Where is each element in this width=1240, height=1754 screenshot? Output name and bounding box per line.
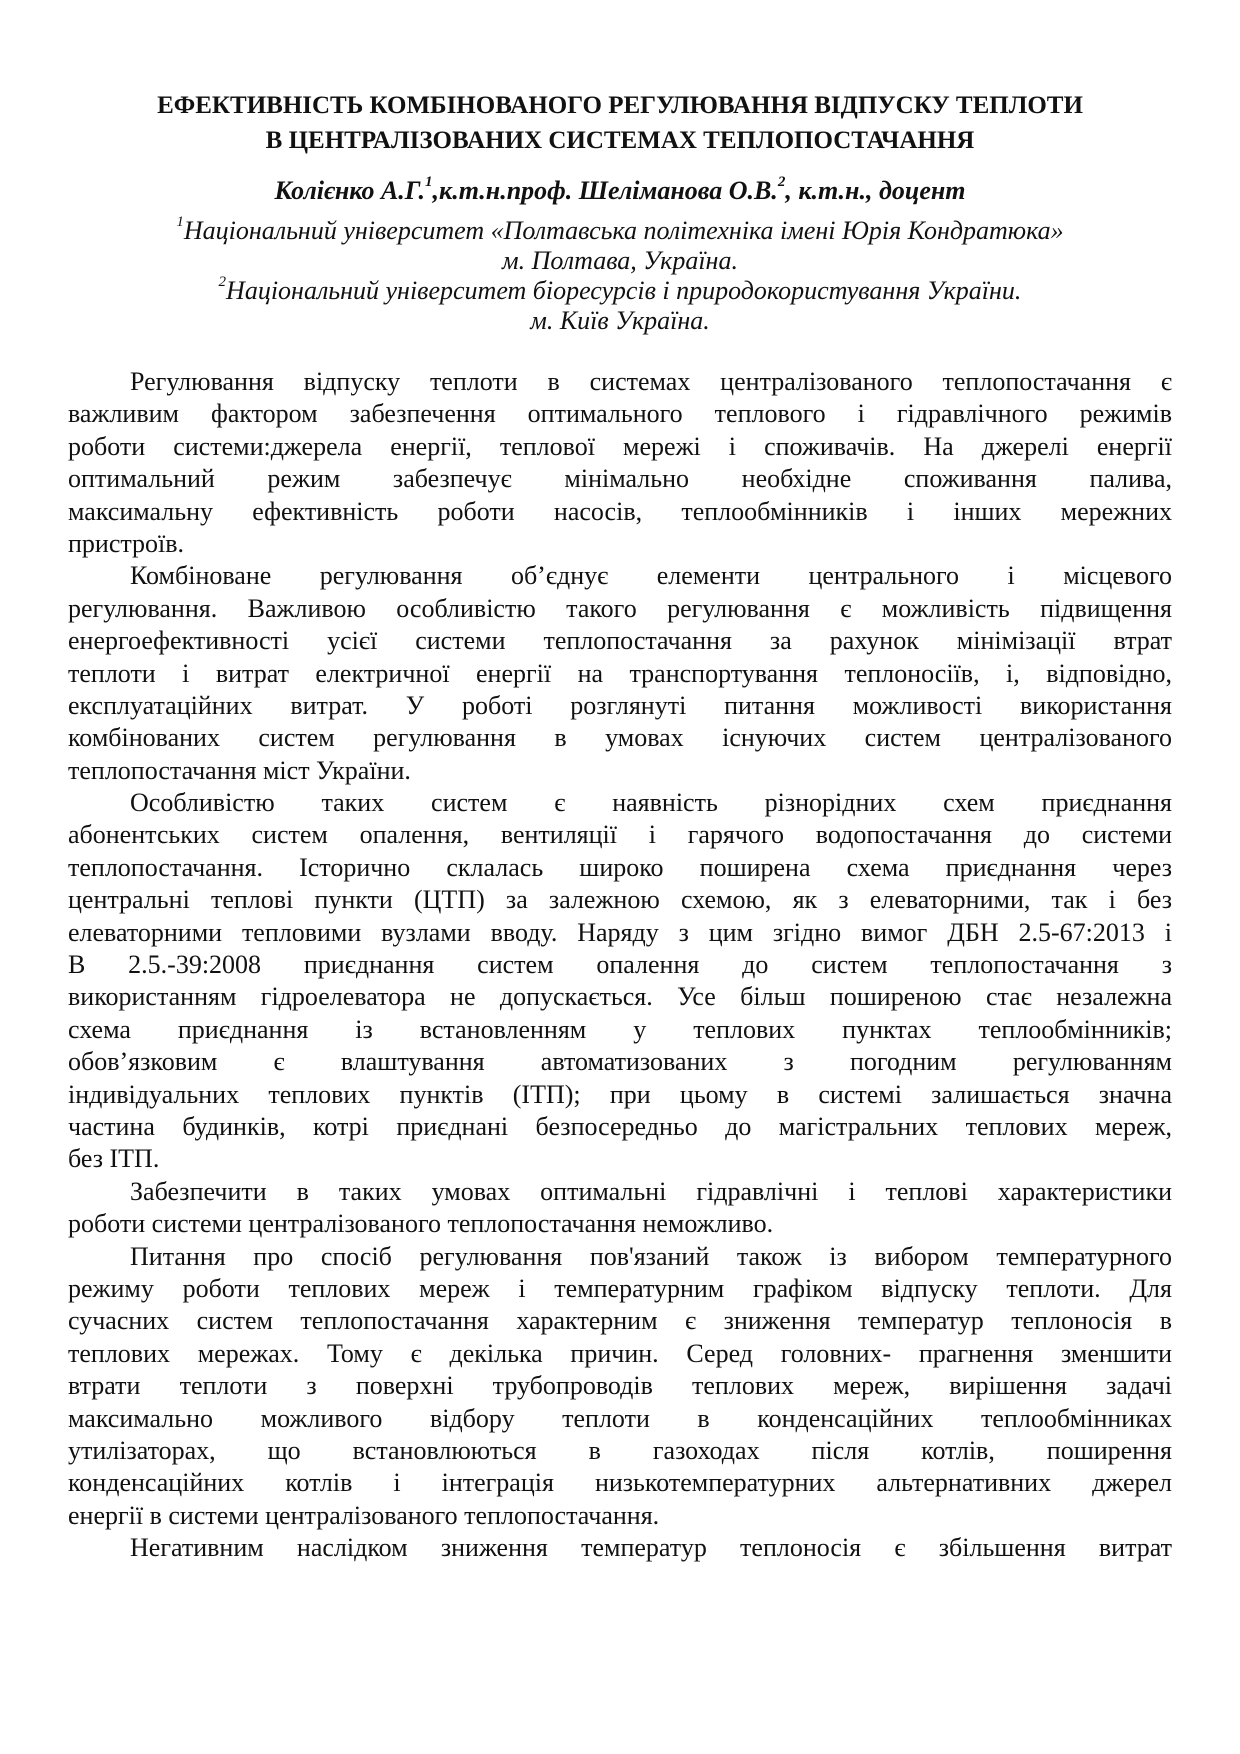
text-line: теплових мережах. Тому є декілька причин. Серед головних- прагнення зменшити xyxy=(68,1338,1172,1368)
affiliation-1-mark: 1 xyxy=(176,214,184,230)
text-line: комбінованих систем регулювання в умовах існуючих систем централізованого xyxy=(68,723,1172,753)
text-line: важливим фактором забезпечення оптимального теплового і гідравлічного режимів xyxy=(68,399,1172,429)
paragraph xyxy=(68,787,1172,1176)
affiliation-1-org: Національний університет «Полтавська політехніка імені Юрія Кондратюка» xyxy=(183,216,1064,245)
text-line: енергоефективності усієї системи теплопостачання за рахунок мінімізації втрат xyxy=(68,626,1172,656)
text-line: теплоти і витрат електричної енергії на транспортування теплоносіїв, і, відповідно, xyxy=(68,658,1172,688)
paragraph xyxy=(68,1532,1172,1564)
text-line: без ІТП. xyxy=(68,1144,160,1174)
authors xyxy=(0,176,1240,206)
author-2-affiliation-mark: 2 xyxy=(777,174,786,190)
text-line: Регулювання відпуску теплоти в системах централізованого теплопостачання є xyxy=(130,367,1172,396)
text-line: регулювання. Важливою особливістю такого регулювання є можливість підвищення xyxy=(68,593,1172,623)
author-1-affiliation-mark: 1 xyxy=(425,174,433,190)
affiliation-2 xyxy=(0,276,1240,306)
text-line: оптимальний режим забезпечує мінімально необхідне споживання палива, xyxy=(68,464,1172,494)
text-line: Забезпечити в таких умовах оптимальні гідравлічні і теплові характеристики xyxy=(130,1176,1172,1206)
body-text xyxy=(68,366,1172,1564)
affiliation-2-mark: 2 xyxy=(218,274,227,290)
text-line: роботи системи централізованого теплопостачання неможливо. xyxy=(68,1209,774,1239)
text-line: енергії в системи централізованого теплопостачання. xyxy=(68,1500,660,1530)
author-1-degree-and-author-2: ,к.т.н.проф. Шеліманова О.В. xyxy=(432,176,778,205)
text-line: використанням гідроелеватора не допускається. Усе більш поширеною стає незалежна xyxy=(68,982,1172,1012)
text-line: конденсаційних котлів і інтеграція низькотемпературних альтернативних джерел xyxy=(68,1468,1172,1498)
text-line: сучасних систем теплопостачання характерним є зниження температур теплоносія в xyxy=(68,1306,1172,1336)
affiliation-1-city: м. Полтава, Україна. xyxy=(502,246,738,275)
text-line: експлуатаційних витрат. У роботі розглянуті питання можливості використання xyxy=(68,690,1172,720)
text-line: обов’язковим є влаштування автоматизованих з погодним регулюванням xyxy=(68,1047,1172,1077)
paragraph xyxy=(68,560,1172,787)
text-line: максимально можливого відбору теплоти в конденсаційних теплообмінниках xyxy=(68,1403,1172,1433)
text-line: частина будинків, котрі приєднані безпосередньо до магістральних теплових мереж, xyxy=(68,1111,1172,1141)
text-line: елеваторними тепловими вузлами вводу. Наряду з цим згідно вимог ДБН 2.5-67:2013 і xyxy=(68,917,1172,947)
text-line: Негативним наслідком зниження температур теплоносія є збільшення витрат xyxy=(130,1533,1172,1563)
text-line: В 2.5.-39:2008 приєднання систем опалення до систем теплопостачання з xyxy=(68,950,1172,980)
text-line: центральні теплові пункти (ЦТП) за залежною схемою, як з елеваторними, так і без xyxy=(68,885,1172,915)
text-line: утилізаторах, що встановлюються в газоходах після котлів, поширення xyxy=(68,1435,1172,1465)
text-line: індивідуальних теплових пунктів (ІТП); при цьому в системі залишається значна xyxy=(68,1079,1172,1109)
paragraph xyxy=(68,1241,1172,1533)
text-line: втрати теплоти з поверхні трубопроводів теплових мереж, вирішення задачі xyxy=(68,1371,1172,1401)
text-line: Комбіноване регулювання об’єднує елементи центрального і місцевого xyxy=(130,561,1172,591)
text-line: схема приєднання із встановленням у теплових пунктах теплообмінників; xyxy=(68,1014,1172,1044)
text-line: максимальну ефективність роботи насосів, теплообмінників і інших мережних xyxy=(68,496,1172,526)
author-1: Колієнко А.Г. xyxy=(274,176,426,205)
paragraph xyxy=(68,1176,1172,1241)
affiliation-2-city: м. Київ Україна. xyxy=(530,306,710,335)
title-line-2: В ЦЕНТРАЛІЗОВАНИХ СИСТЕМАХ ТЕПЛОПОСТАЧАННЯ xyxy=(265,127,975,154)
author-2-degree: , к.т.н., доцент xyxy=(785,176,966,205)
text-line: Питання про спосіб регулювання пов'язаний також із вибором температурного xyxy=(130,1241,1172,1271)
text-line: роботи системи:джерела енергії, теплової мережі і споживачів. На джерелі енергії xyxy=(68,431,1172,461)
affiliation-2-org: Національний університет біоресурсів і природокористування України. xyxy=(226,276,1022,305)
text-line: теплопостачання. Історично склалась широко поширена схема приєднання через xyxy=(68,852,1172,882)
title-line-1: ЕФЕКТИВНІСТЬ КОМБІНОВАНОГО РЕГУЛЮВАННЯ ВІДПУСКУ ТЕПЛОТИ xyxy=(157,92,1083,119)
text-line: теплопостачання міст України. xyxy=(68,755,411,785)
affiliation-1 xyxy=(0,216,1240,246)
text-line: Особливістю таких систем є наявність різнорідних схем приєднання xyxy=(130,788,1172,818)
text-line: режиму роботи теплових мереж і температурним графіком відпуску теплоти. Для xyxy=(68,1273,1172,1303)
paragraph xyxy=(68,366,1172,560)
text-line: абонентських систем опалення, вентиляції і гарячого водопостачання до системи xyxy=(68,820,1172,850)
text-line: пристроїв. xyxy=(68,528,185,558)
